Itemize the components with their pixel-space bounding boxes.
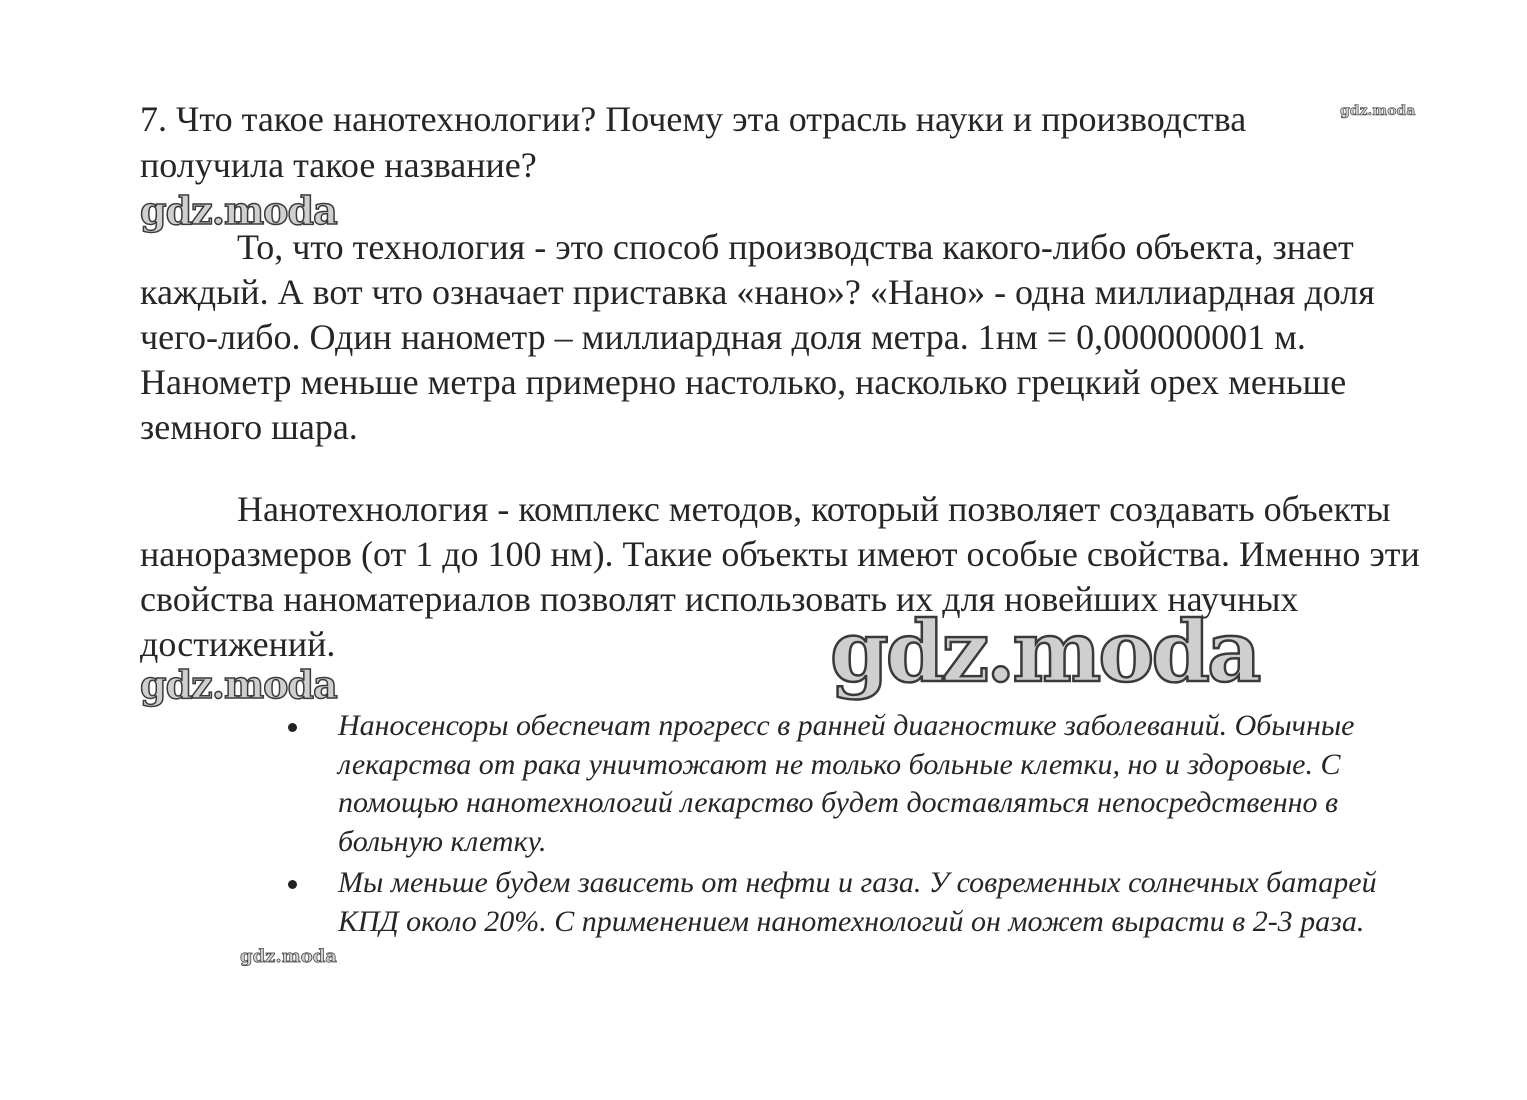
paragraph-definition: То, что технология - это способ производства какого-либо объекта, знает каждый. А вот что означает приставка «нано»? «Нано» - одна миллиардная доля чего-либо. Один нанометр – миллиардная доля метра. 1нм = 0,000000001 м. Нанометр меньше метра примерно настолько, насколько грецкий орех меньше земного шара. xyxy=(140,227,1375,447)
watermark-top-right: gdz.moda xyxy=(1340,103,1416,119)
paragraph-nanotechnology: Нанотехнология - комплекс методов, который позволяет создавать объекты наноразмеров (от 1 до 100 нм). Такие объекты имеют особые свойства. Именно эти свойства наноматериалов позволят использовать их для новейших научных достижений. xyxy=(140,489,1420,664)
list-item-text: Мы меньше будем зависеть от нефти и газа. У современных солнечных батарей КПД около 20%. С применением нанотехнологий он может вырасти в 2-3 раза. xyxy=(338,866,1377,938)
benefits-list xyxy=(338,707,1438,941)
watermark-left-upper: gdz.moda xyxy=(140,188,337,233)
bullet-icon xyxy=(288,880,297,889)
watermark-left-lower: gdz.moda xyxy=(140,662,337,707)
bullet-icon xyxy=(288,723,297,732)
watermark-center-large: gdz.moda xyxy=(830,602,1259,701)
list-item xyxy=(338,707,1438,861)
list-item xyxy=(338,864,1438,941)
watermark-bottom-left: gdz.moda xyxy=(240,946,337,967)
list-item-text: Наносенсоры обеспечат прогресс в ранней диагностике заболеваний. Обычные лекарства от рака уничтожают не только больные клетки, но и здоровые. С помощью нанотехнологий лекарство будет доставляться непосредственно в больную клетку. xyxy=(338,709,1355,858)
question-heading: 7. Что такое нанотехнологии? Почему эта отрасль науки и производства получила такое название? xyxy=(140,99,1247,185)
